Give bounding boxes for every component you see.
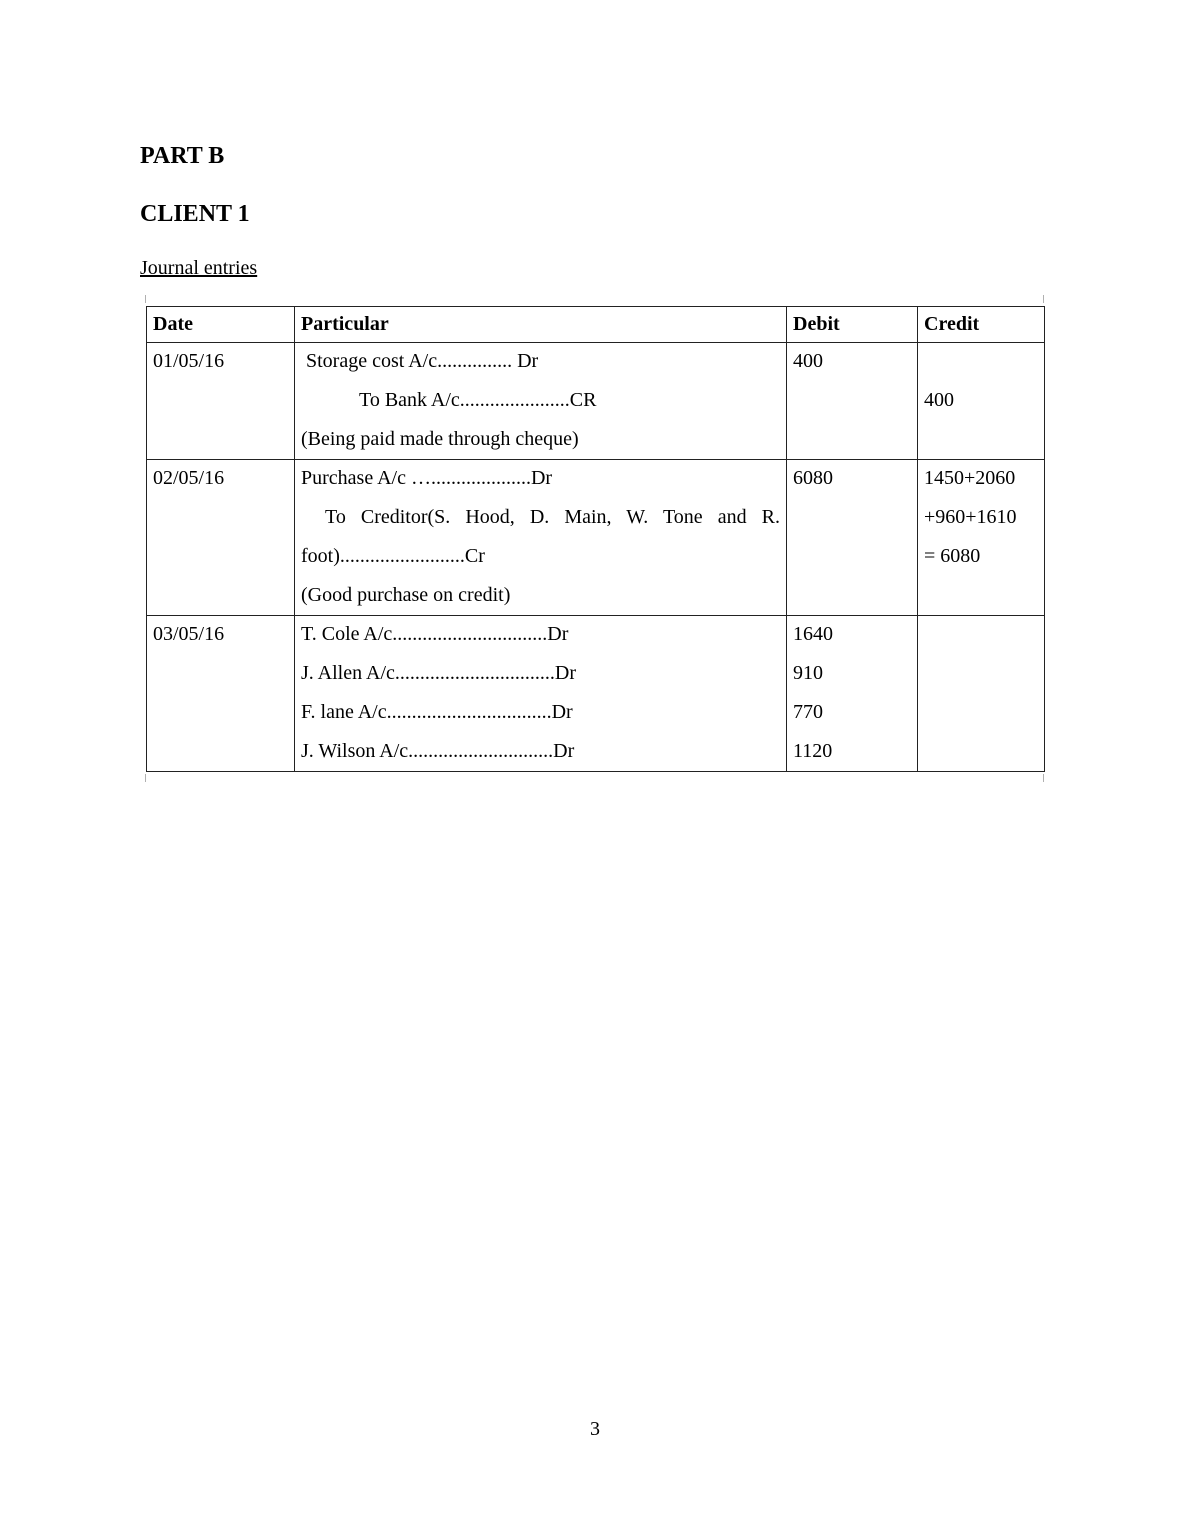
header-credit: Credit (918, 307, 1045, 343)
debit-value (793, 381, 911, 420)
credit-value: = 6080 (924, 545, 981, 567)
debit-value: 910 (793, 662, 823, 684)
header-particular: Particular (295, 307, 787, 343)
table-row (147, 460, 1045, 616)
entry-particular-cell (295, 460, 787, 616)
debit-value: 1120 (793, 740, 833, 762)
particular-line: T. Cole A/c...............................Dr (301, 623, 569, 645)
particular-line: foot).........................Cr (301, 545, 485, 567)
credit-value (924, 654, 1038, 693)
entry-date: 02/05/16 (153, 467, 225, 489)
table-corner-mark (1043, 774, 1044, 782)
particular-line: To Creditor(S. Hood, D. Main, W. Tone and R. (325, 506, 780, 528)
table-corner-mark (145, 295, 146, 303)
credit-value (924, 576, 1038, 615)
table-header-row (147, 307, 1045, 343)
entry-date-cell (147, 343, 295, 460)
table-corner-mark (145, 774, 146, 782)
part-title: PART B (140, 143, 225, 169)
journal-table-frame (146, 306, 1044, 772)
particular-line: F. lane A/c.................................Dr (301, 701, 573, 723)
debit-value: 6080 (793, 467, 833, 489)
debit-value (793, 537, 911, 576)
entry-particular-cell (295, 343, 787, 460)
table-corner-mark (1043, 295, 1044, 303)
particular-line: Purchase A/c …....................Dr (301, 467, 553, 489)
entry-date: 01/05/16 (153, 350, 225, 372)
entry-date-cell (147, 616, 295, 772)
particular-line: Storage cost A/c............... Dr (306, 350, 539, 372)
entry-date: 03/05/16 (153, 623, 225, 645)
debit-value: 770 (793, 701, 823, 723)
table-row (147, 616, 1045, 772)
credit-value: +960+1610 (924, 506, 1017, 528)
entry-debit-cell (787, 460, 918, 616)
journal-entries-table (146, 306, 1045, 772)
credit-value: 1450+2060 (924, 467, 1016, 489)
client-title: CLIENT 1 (140, 201, 250, 227)
table-row (147, 343, 1045, 460)
debit-value (793, 498, 911, 537)
particular-line: (Good purchase on credit) (301, 584, 511, 606)
page-number: 3 (590, 1418, 600, 1440)
particular-line: J. Allen A/c................................Dr (301, 662, 576, 684)
entry-credit-cell (918, 616, 1045, 772)
debit-value: 1640 (793, 623, 833, 645)
credit-value: 400 (924, 389, 954, 411)
entry-credit-cell (918, 343, 1045, 460)
debit-value: 400 (793, 350, 823, 372)
particular-line: J. Wilson A/c.............................Dr (301, 740, 575, 762)
credit-value (924, 420, 1038, 459)
credit-value (924, 343, 1038, 381)
particular-line: (Being paid made through cheque) (301, 428, 579, 450)
credit-value (924, 732, 1038, 771)
particular-line: To Bank A/c......................CR (359, 389, 597, 411)
credit-value (924, 616, 1038, 654)
section-heading: Journal entries (140, 257, 258, 279)
entry-debit-cell (787, 616, 918, 772)
header-date: Date (147, 307, 295, 343)
header-debit: Debit (787, 307, 918, 343)
entry-debit-cell (787, 343, 918, 460)
credit-value (924, 693, 1038, 732)
debit-value (793, 576, 911, 615)
debit-value (793, 420, 911, 459)
entry-particular-cell (295, 616, 787, 772)
entry-date-cell (147, 460, 295, 616)
entry-credit-cell (918, 460, 1045, 616)
